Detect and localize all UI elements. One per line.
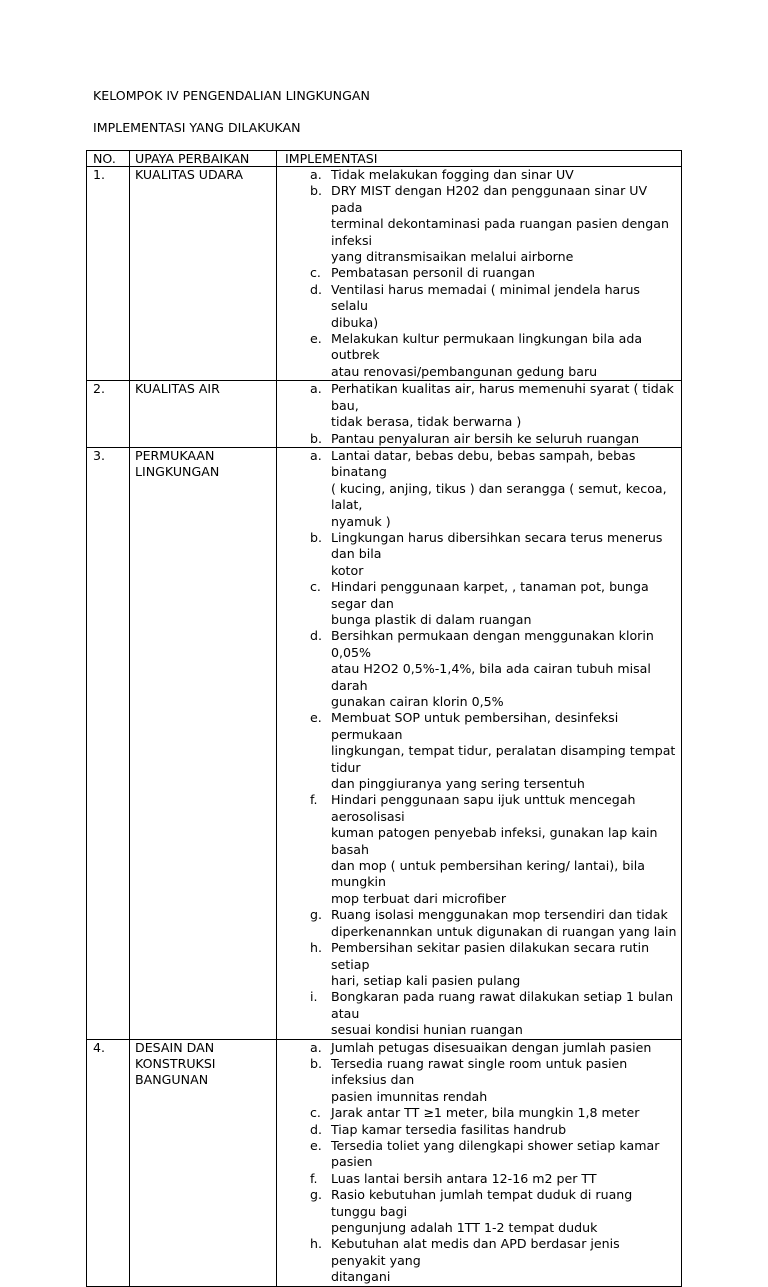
text-line: Pembatasan personil di ruangan — [331, 265, 536, 281]
row-implementasi — [277, 167, 682, 381]
list-item-text — [331, 1171, 678, 1187]
row-upaya — [130, 447, 277, 1039]
list-marker: d. — [310, 1121, 322, 1137]
text-line: Lantai datar, bebas debu, bebas sampah, bebas binatang — [331, 447, 636, 480]
list-marker: c. — [310, 579, 321, 595]
list-item-text — [331, 167, 678, 183]
list-item-text — [331, 331, 678, 380]
list-item-text — [331, 1040, 678, 1056]
upaya-line: LINGKUNGAN — [135, 464, 220, 480]
text-line: dibuka) — [331, 314, 379, 330]
text-line: Pembersihan sekitar pasien dilakukan secara rutin setiap — [331, 940, 650, 972]
list-marker: a. — [310, 447, 322, 463]
text-line: dan pinggiuranya yang sering tersentuh — [331, 776, 585, 792]
list-item-text — [331, 989, 678, 1038]
text-line: Ruang isolasi menggunakan mop tersendiri dan tidak — [331, 907, 668, 923]
list-marker: b. — [310, 430, 322, 446]
text-line: terminal dekontaminasi pada ruangan pasien dengan infeksi — [331, 216, 669, 248]
list-item — [280, 710, 678, 792]
text-line: Membuat SOP untuk pembersihan, desinfeksi permukaan — [331, 710, 619, 742]
list-item-text — [331, 1236, 678, 1285]
list-marker: f. — [310, 792, 318, 808]
list-item — [280, 792, 678, 907]
row-implementasi — [277, 447, 682, 1039]
list-marker: d. — [310, 281, 322, 297]
list-marker: e. — [310, 331, 322, 347]
header-upaya: UPAYA PERBAIKAN — [130, 151, 277, 167]
list-item-text — [331, 579, 678, 628]
text-line: ditangani — [331, 1269, 391, 1285]
list-item-text — [331, 1122, 678, 1138]
list-item — [280, 1236, 678, 1285]
implementasi-list — [280, 167, 678, 380]
list-marker: h. — [310, 1236, 322, 1252]
text-line: Tidak melakukan fogging dan sinar UV — [331, 167, 574, 182]
table-row — [87, 1039, 682, 1286]
list-item — [280, 282, 678, 331]
text-line: Pantau penyaluran air bersih ke seluruh ruangan — [331, 430, 640, 446]
list-item — [280, 431, 678, 447]
text-line: lingkungan, tempat tidur, peralatan disamping tempat tidur — [331, 743, 676, 775]
text-line: tidak berasa, tidak berwarna ) — [331, 414, 522, 430]
header-no: NO. — [87, 151, 130, 167]
header-implementasi: IMPLEMENTASI — [277, 151, 682, 167]
list-item-text — [331, 183, 678, 265]
list-item-text — [331, 265, 678, 281]
text-line: gunakan cairan klorin 0,5% — [331, 694, 504, 709]
text-line: Melakukan kultur permukaan lingkungan bila ada outbrek — [331, 331, 643, 363]
text-line: Tersedia toliet yang dilengkapi shower setiap kamar pasien — [331, 1137, 660, 1170]
text-line: Rasio kebutuhan jumlah tempat duduk di ruang tunggu bagi — [331, 1187, 633, 1219]
text-line: kotor — [331, 562, 364, 578]
list-marker: g. — [310, 907, 322, 923]
list-item-text — [331, 530, 678, 579]
implementasi-list — [280, 381, 678, 447]
row-upaya — [130, 167, 277, 381]
list-item — [280, 167, 678, 183]
list-item-text — [331, 282, 678, 331]
list-item-text — [331, 1187, 678, 1236]
text-line: dan mop ( untuk pembersihan kering/ lantai), bila mungkin — [331, 858, 645, 890]
table-row — [87, 447, 682, 1039]
row-number: 2. — [87, 381, 130, 448]
text-line: bunga plastik di dalam ruangan — [331, 611, 532, 627]
text-line: atau renovasi/pembangunan gedung baru — [331, 363, 598, 379]
text-line: Jarak antar TT ≥1 meter, bila mungkin 1,8 meter — [331, 1105, 640, 1121]
row-number: 1. — [87, 167, 130, 381]
list-item — [280, 1187, 678, 1236]
list-item-text — [331, 1105, 678, 1121]
list-item — [280, 1122, 678, 1138]
list-marker: a. — [310, 167, 322, 182]
text-line: pasien imunnitas rendah — [331, 1088, 488, 1104]
list-marker: e. — [310, 1137, 322, 1153]
list-item — [280, 331, 678, 380]
table-header-row — [87, 151, 682, 167]
implementation-table — [86, 150, 682, 1287]
list-marker: c. — [310, 1105, 321, 1121]
list-item — [280, 1105, 678, 1121]
row-number: 4. — [87, 1039, 130, 1286]
list-item — [280, 907, 678, 940]
list-marker: f. — [310, 1170, 318, 1186]
upaya-line: KUALITAS AIR — [135, 381, 220, 397]
text-line: Bersihkan permukaan dengan menggunakan klorin 0,05% — [331, 628, 654, 660]
text-line: ( kucing, anjing, tikus ) dan serangga ( semut, kecoa, lalat, — [331, 480, 667, 513]
list-item-text — [331, 940, 678, 989]
upaya-line: PERMUKAAN — [135, 447, 215, 463]
list-item-text — [331, 710, 678, 792]
text-line: kuman patogen penyebab infeksi, gunakan lap kain basah — [331, 825, 658, 857]
list-item — [280, 1171, 678, 1187]
text-line: Luas lantai bersih antara 12-16 m2 per TT — [331, 1170, 597, 1186]
implementasi-list — [280, 1040, 678, 1286]
table-row — [87, 381, 682, 448]
list-marker: b. — [310, 1055, 322, 1071]
list-item-text — [331, 431, 678, 447]
upaya-line: DESAIN DAN — [135, 1039, 215, 1055]
list-item — [280, 448, 678, 530]
row-implementasi — [277, 1039, 682, 1286]
row-number: 3. — [87, 447, 130, 1039]
text-line: Jumlah petugas disesuaikan dengan jumlah pasien — [331, 1039, 652, 1055]
list-item-text — [331, 1056, 678, 1105]
text-line: Bongkaran pada ruang rawat dilakukan setiap 1 bulan atau — [331, 989, 674, 1021]
upaya-line: KUALITAS UDARA — [135, 167, 243, 182]
list-item-text — [331, 907, 678, 940]
list-marker: h. — [310, 940, 322, 956]
list-marker: d. — [310, 628, 322, 644]
list-item — [280, 265, 678, 281]
list-marker: b. — [310, 183, 322, 199]
text-line: atau H2O2 0,5%-1,4%, bila ada cairan tubuh misal darah — [331, 661, 651, 693]
text-line: Tersedia ruang rawat single room untuk pasien infeksius dan — [331, 1055, 628, 1088]
text-line: diperkenannkan untuk digunakan di ruangan yang lain — [331, 923, 677, 939]
text-line: Perhatikan kualitas air, harus memenuhi syarat ( tidak bau, — [331, 381, 674, 413]
text-line: hari, setiap kali pasien pulang — [331, 972, 521, 988]
list-item-text — [331, 628, 678, 710]
list-marker: e. — [310, 710, 322, 726]
list-item — [280, 183, 678, 265]
list-item — [280, 1040, 678, 1056]
upaya-line: KONSTRUKSI — [135, 1055, 216, 1071]
row-implementasi — [277, 381, 682, 448]
list-marker: a. — [310, 1039, 322, 1055]
implementasi-list — [280, 448, 678, 1039]
text-line: Hindari penggunaan karpet, , tanaman pot, bunga segar dan — [331, 579, 649, 611]
list-item — [280, 989, 678, 1038]
document-subtitle: IMPLEMENTASI YANG DILAKUKAN — [93, 120, 301, 135]
text-line: mop terbuat dari microfiber — [331, 890, 507, 906]
text-line: yang ditransmisaikan melalui airborne — [331, 249, 574, 265]
list-item-text — [331, 448, 678, 530]
row-upaya — [130, 1039, 277, 1286]
document-title: KELOMPOK IV PENGENDALIAN LINGKUNGAN — [93, 88, 370, 103]
text-line: DRY MIST dengan H202 dan penggunaan sinar UV pada — [331, 183, 648, 215]
text-line: Ventilasi harus memadai ( minimal jendela harus selalu — [331, 281, 640, 314]
list-item — [280, 530, 678, 579]
text-line: sesuai kondisi hunian ruangan — [331, 1022, 523, 1038]
text-line: Tiap kamar tersedia fasilitas handrub — [331, 1121, 567, 1137]
text-line: Kebutuhan alat medis dan APD berdasar jenis penyakit yang — [331, 1236, 620, 1268]
text-line: nyamuk ) — [331, 513, 391, 529]
list-marker: i. — [310, 989, 318, 1005]
list-marker: b. — [310, 529, 322, 545]
list-item-text — [331, 792, 678, 907]
list-item — [280, 1056, 678, 1105]
text-line: pengunjung adalah 1TT 1-2 tempat duduk — [331, 1220, 598, 1235]
row-upaya — [130, 381, 277, 448]
list-item — [280, 940, 678, 989]
list-item — [280, 628, 678, 710]
list-item-text — [331, 381, 678, 430]
list-marker: c. — [310, 265, 321, 281]
upaya-line: BANGUNAN — [135, 1072, 209, 1088]
list-item — [280, 381, 678, 430]
list-marker: g. — [310, 1187, 322, 1203]
list-item — [280, 579, 678, 628]
text-line: Hindari penggunaan sapu ijuk unttuk mencegah aerosolisasi — [331, 792, 636, 824]
table-row — [87, 167, 682, 381]
list-item-text — [331, 1138, 678, 1171]
list-item — [280, 1138, 678, 1171]
text-line: Lingkungan harus dibersihkan secara terus menerus dan bila — [331, 529, 663, 562]
list-marker: a. — [310, 381, 322, 397]
